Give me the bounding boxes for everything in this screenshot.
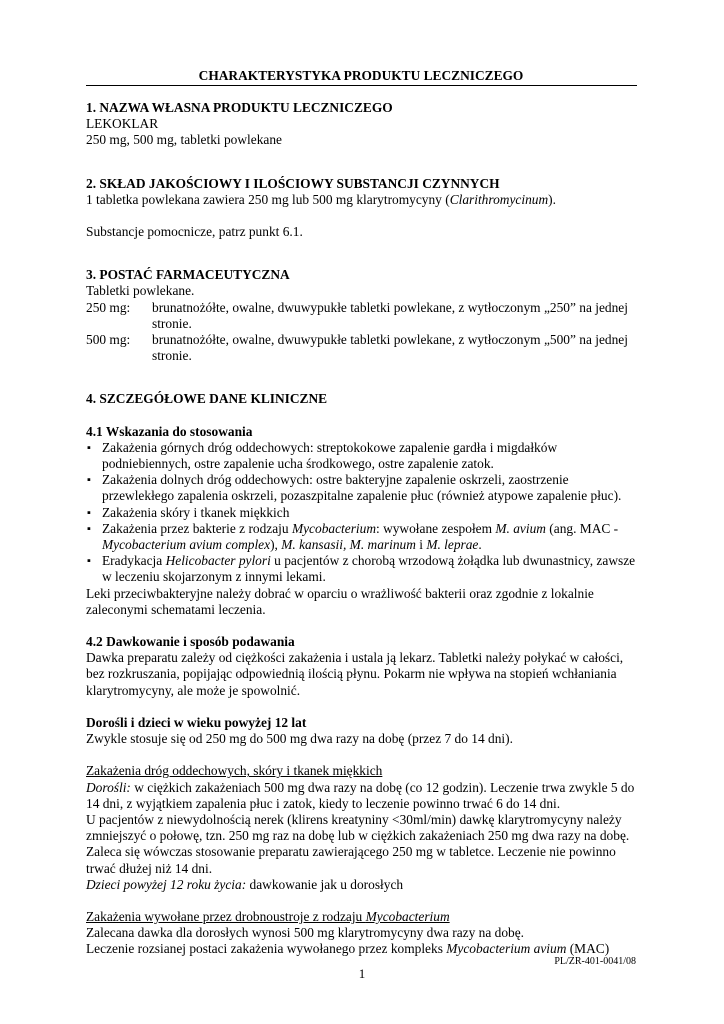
respiratory-heading: Zakażenia dróg oddechowych, skóry i tkanek miękkich xyxy=(86,763,383,779)
section-4-2-heading: 4.2 Dawkowanie i sposób podawania xyxy=(86,634,295,650)
text-span: Leczenie rozsianej postaci zakażenia wywołanego przez kompleks xyxy=(86,941,447,957)
text-span: Zakażenia wywołane przez drobnoustroje z rodzaju xyxy=(86,908,366,924)
form-row-text: brunatnożółte, owalne, dwuwypukłe tabletki powlekane, z wytłoczonym „250” na jednej stronie. xyxy=(152,299,628,331)
section-4-heading: 4. SZCZEGÓŁOWE DANE KLINICZNE xyxy=(86,391,328,407)
latin-term: M. leprae xyxy=(426,537,479,553)
children-text xyxy=(86,877,642,893)
list-item: ▪ Zakażenia skóry i tkanek miękkich xyxy=(86,505,642,521)
composition-text xyxy=(86,192,642,208)
text-span: w ciężkich zakażeniach 500 mg dwa razy na dobę (co 12 godzin). Leczenie trwa zwykle 5 do 14 dni, z wyjątkiem zapalenia płuc i zatok, kiedy to leczenie powinno trwać 6 do 14 dni. xyxy=(86,779,635,811)
italic-label: Dzieci powyżej 12 roku życia: xyxy=(86,876,247,892)
text-span: u pacjentów z chorobą wrzodową żołądka lub dwunastnicy, zawsze w leczeniu skojarzonym z innymi lekami. xyxy=(102,553,636,585)
product-strengths: 250 mg, 500 mg, tabletki powlekane xyxy=(86,132,282,148)
title-underline xyxy=(86,85,637,86)
composition-text-latin: Clarithromycinum xyxy=(449,191,549,207)
list-item xyxy=(86,521,642,553)
text-span: Eradykacja xyxy=(102,553,166,569)
section-1-heading: 1. NAZWA WŁASNA PRODUKTU LECZNICZEGO xyxy=(86,100,393,115)
indications-list xyxy=(86,440,642,586)
document-code: PL/ZR-401-0041/08 xyxy=(554,956,636,967)
list-item: ▪ Zakażenia górnych dróg oddechowych: streptokokowe zapalenie gardła i migdałków podniebiennych, ostre zapalenie ucha środkowego, ostre zapalenie zatok. xyxy=(86,440,642,472)
mycobacterium-dose: Zalecana dawka dla dorosłych wynosi 500 mg klarytromycyny dwa razy na dobę. xyxy=(86,925,525,941)
italic-label: Dorośli: xyxy=(86,779,131,795)
section-2-heading: 2. SKŁAD JAKOŚCIOWY I ILOŚCIOWY SUBSTANCJI CZYNNYCH xyxy=(86,175,500,191)
latin-term: Mycobacterium avium xyxy=(446,941,567,957)
text-span: (ang. MAC - xyxy=(545,520,619,536)
indications-closing: Leki przeciwbakteryjne należy dobrać w oparciu o wrażliwość bakterii oraz zgodnie z lokalnie zaleconymi schematami leczenia. xyxy=(86,585,594,617)
adults-heading: Dorośli i dzieci w wieku powyżej 12 lat xyxy=(86,714,307,730)
renal-text: U pacjentów z niewydolnością nerek (klirens kreatyniny <30ml/min) dawkę klarytromycyny należy zmniejszyć o połowę, tzn. 250 mg raz na dobę lub w ciężkich zakażeniach 250 mg dwa razy na dobę. Zaleca się wówczas stosowanie preparatu zawierającego 250 mg w tabletce. Leczenie nie powinno trwać dłużej niż 14 dni. xyxy=(86,811,630,876)
section-4-1-heading: 4.1 Wskazania do stosowania xyxy=(86,423,253,439)
form-intro: Tabletki powlekane. xyxy=(86,283,195,299)
document-body xyxy=(86,100,642,958)
text-span: (MAC) xyxy=(566,941,610,957)
text-span: dawkowanie jak u dorosłych xyxy=(246,876,404,892)
form-row-label: 250 mg: xyxy=(86,299,131,315)
list-item xyxy=(86,553,642,585)
list-item: ▪ Zakażenia dolnych dróg oddechowych: ostre bakteryjne zapalenie oskrzeli, zaostrzenie przewlekłego zapalenia oskrzeli, pozaszpitalne zapalenie płuc (również atypowe zapalenie płuc). xyxy=(86,472,642,504)
text-span: : wywołane zespołem xyxy=(376,520,496,536)
text-span: ), xyxy=(270,537,282,553)
form-row-500 xyxy=(86,332,642,364)
text-span: . xyxy=(478,537,482,553)
text-span: Zakażenia przez bakterie z rodzaju xyxy=(102,520,292,536)
text-span: i xyxy=(415,537,427,553)
latin-term: Mycobacterium xyxy=(365,908,450,924)
section-3-heading: 3. POSTAĆ FARMACEUTYCZNA xyxy=(86,267,290,283)
latin-term: Mycobacterium xyxy=(291,520,376,536)
dosage-intro: Dawka preparatu zależy od ciężkości zakażenia i ustala ją lekarz. Tabletki należy połykać w całości, bez rozkruszania, popijając odpowiednią ilością płynu. Pokarm nie wpływa na stopień wchłaniania klarytromycyny, ale może je spowolnić. xyxy=(86,650,624,698)
latin-term: Helicobacter pylori xyxy=(165,553,271,569)
excipients-text: Substancje pomocnicze, patrz punkt 6.1. xyxy=(86,224,303,240)
form-row-text: brunatnożółte, owalne, dwuwypukłe tabletki powlekane, z wytłoczonym „500” na jednej stronie. xyxy=(152,332,628,364)
composition-text-a: 1 tabletka powlekana zawiera 250 mg lub 500 mg klarytromycyny ( xyxy=(86,191,450,207)
page-number: 1 xyxy=(358,966,366,981)
adults-text: Zwykle stosuje się od 250 mg do 500 mg dwa razy na dobę (przez 7 do 14 dni). xyxy=(86,731,513,747)
latin-term: M. avium xyxy=(495,520,546,536)
respiratory-adults xyxy=(86,780,642,812)
product-name: LEKOKLAR xyxy=(86,116,159,132)
mycobacterium-heading xyxy=(86,909,642,925)
form-row-label: 500 mg: xyxy=(86,332,131,348)
form-row-250 xyxy=(86,300,642,332)
composition-text-end: ). xyxy=(548,191,556,207)
document-title: CHARAKTERYSTYKA PRODUKTU LECZNICZEGO xyxy=(198,68,524,83)
latin-term: M. kansasii, M. marinum xyxy=(281,537,416,553)
latin-term: Mycobacterium avium complex xyxy=(102,537,271,553)
